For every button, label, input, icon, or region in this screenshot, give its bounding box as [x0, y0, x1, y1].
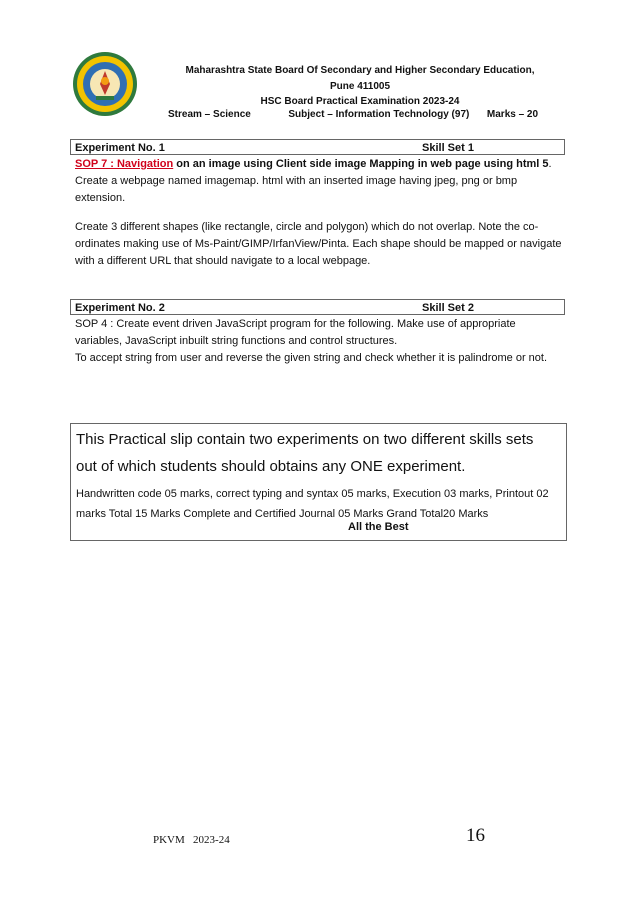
header-city: Pune 411005 [329, 81, 391, 92]
experiment-1-paragraph-1: Create a webpage named imagemap. html with an inserted image having jpeg, png or bmp extension. [75, 175, 518, 204]
board-emblem-logo [72, 51, 138, 117]
sop-7-navigation-link[interactable]: SOP 7 : Navigation [75, 158, 174, 170]
experiment-1-bar [70, 139, 565, 155]
all-the-best-text: All the Best [348, 521, 409, 533]
experiment-2-paragraph-1: SOP 4 : Create event driven JavaScript program for the following. Make use of appropriate variables, JavaScript inbuilt string functions and control structures. [75, 318, 516, 347]
experiment-2-body [75, 316, 565, 367]
experiment-1-paragraph-2: Create 3 different shapes (like rectangle, circle and polygon) which do not overlap. Note the co-ordinates making use of Ms-Paint/GIMP/IrfanView/Pinta. Each shape should be mapped or navigate with a different URL that should navigate to a local webpage. [75, 221, 562, 267]
experiment-1-title: Experiment No. 1 [75, 142, 165, 154]
instructions-box [70, 423, 567, 541]
experiment-2-skill: Skill Set 2 [422, 302, 474, 314]
header-subject: Subject – Information Technology (97) [288, 109, 470, 120]
page-number: 16 [466, 825, 485, 846]
marks-breakdown: Handwritten code 05 marks, correct typing and syntax 05 marks, Execution 03 marks, Printout 02 marks Total 15 Marks Complete and Certified Journal 05 Marks Grand Total20 Marks [76, 488, 549, 520]
experiment-2-bar [70, 299, 565, 315]
experiment-1-body [75, 156, 565, 270]
footer-label: PKVM 2023-24 [153, 834, 230, 846]
instructions-heading: This Practical slip contain two experiments on two different skills sets out of which students should obtains any ONE experiment. [76, 431, 534, 475]
header-stream: Stream – Science [168, 109, 251, 120]
header-marks: Marks – 20 [486, 109, 539, 120]
header-board-name: Maharashtra State Board Of Secondary and Higher Secondary Education, [185, 65, 535, 76]
experiment-2-title: Experiment No. 2 [75, 302, 165, 314]
experiment-1-sop-line [75, 156, 565, 173]
experiment-2-paragraph-2: To accept string from user and reverse the given string and check whether it is palindrome or not. [75, 352, 548, 364]
experiment-1-skill: Skill Set 1 [422, 142, 474, 154]
header-exam-title: HSC Board Practical Examination 2023-24 [260, 96, 460, 107]
sop-7-description: on an image using Client side image Mapping in web page using html 5 [173, 158, 549, 170]
sop-7-period: . [548, 158, 552, 170]
header-meta-row [168, 109, 538, 120]
